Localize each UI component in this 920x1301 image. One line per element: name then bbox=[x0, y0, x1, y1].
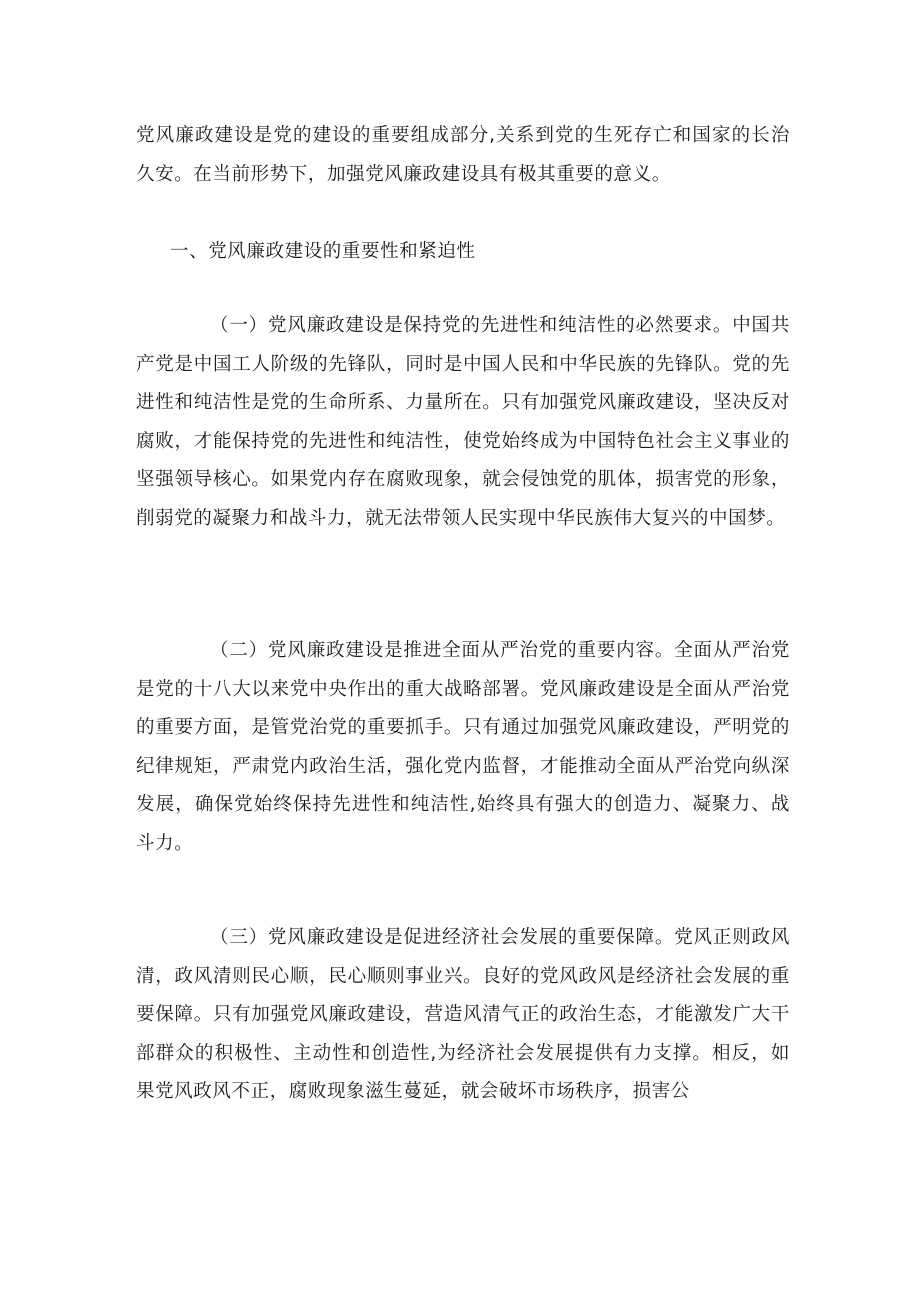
paragraph-3: （三）党风廉政建设是促进经济社会发展的重要保障。党风正则政风清，政风清则民心顺，民心顺则事业兴。良好的党风政风是经济社会发展的重要保障。只有加强党风廉政建设，营造风清气正的政治生态，才能激发广大干部群众的积极性、主动性和创造性,为经济社会发展提供有力支撑。相反，如果党风政风不正，腐败现象滋生蔓延，就会破坏市场秩序，损害公 bbox=[136, 927, 790, 1103]
paragraph-1: （一）党风廉政建设是保持党的先进性和纯洁性的必然要求。中国共产党是中国工人阶级的先锋队，同时是中国人民和中华民族的先锋队。党的先进性和纯洁性是党的生命所系、力量所在。只有加强党风廉政建设，坚决反对腐败，才能保持党的先进性和纯洁性，使党始终成为中国特色社会主义事业的坚强领导核心。如果党内存在腐败现象，就会侵蚀党的肌体，损害党的形象，削弱党的凝聚力和战斗力，就无法带领人民实现中华民族伟大复兴的中国梦。 bbox=[136, 315, 790, 529]
paragraph-2: （二）党风廉政建设是推进全面从严治党的重要内容。全面从严治党是党的十八大以来党中央作出的重大战略部署。党风廉政建设是全面从严治党的重要方面，是管党治党的重要抓手。只有通过加强党风廉政建设，严明党的纪律规矩，严肃党内政治生活，强化党内监督，才能推动全面从严治党向纵深发展，确保党始终保持先进性和纯洁性,始终具有强大的创造力、凝聚力、战斗力。 bbox=[136, 640, 790, 854]
section-heading: 一、党风廉政建设的重要性和紧迫性 bbox=[170, 241, 476, 262]
intro-paragraph: 党风廉政建设是党的建设的重要组成部分,关系到党的生死存亡和国家的长治久安。在当前形势下，加强党风廉政建设具有极其重要的意义。 bbox=[136, 125, 790, 185]
